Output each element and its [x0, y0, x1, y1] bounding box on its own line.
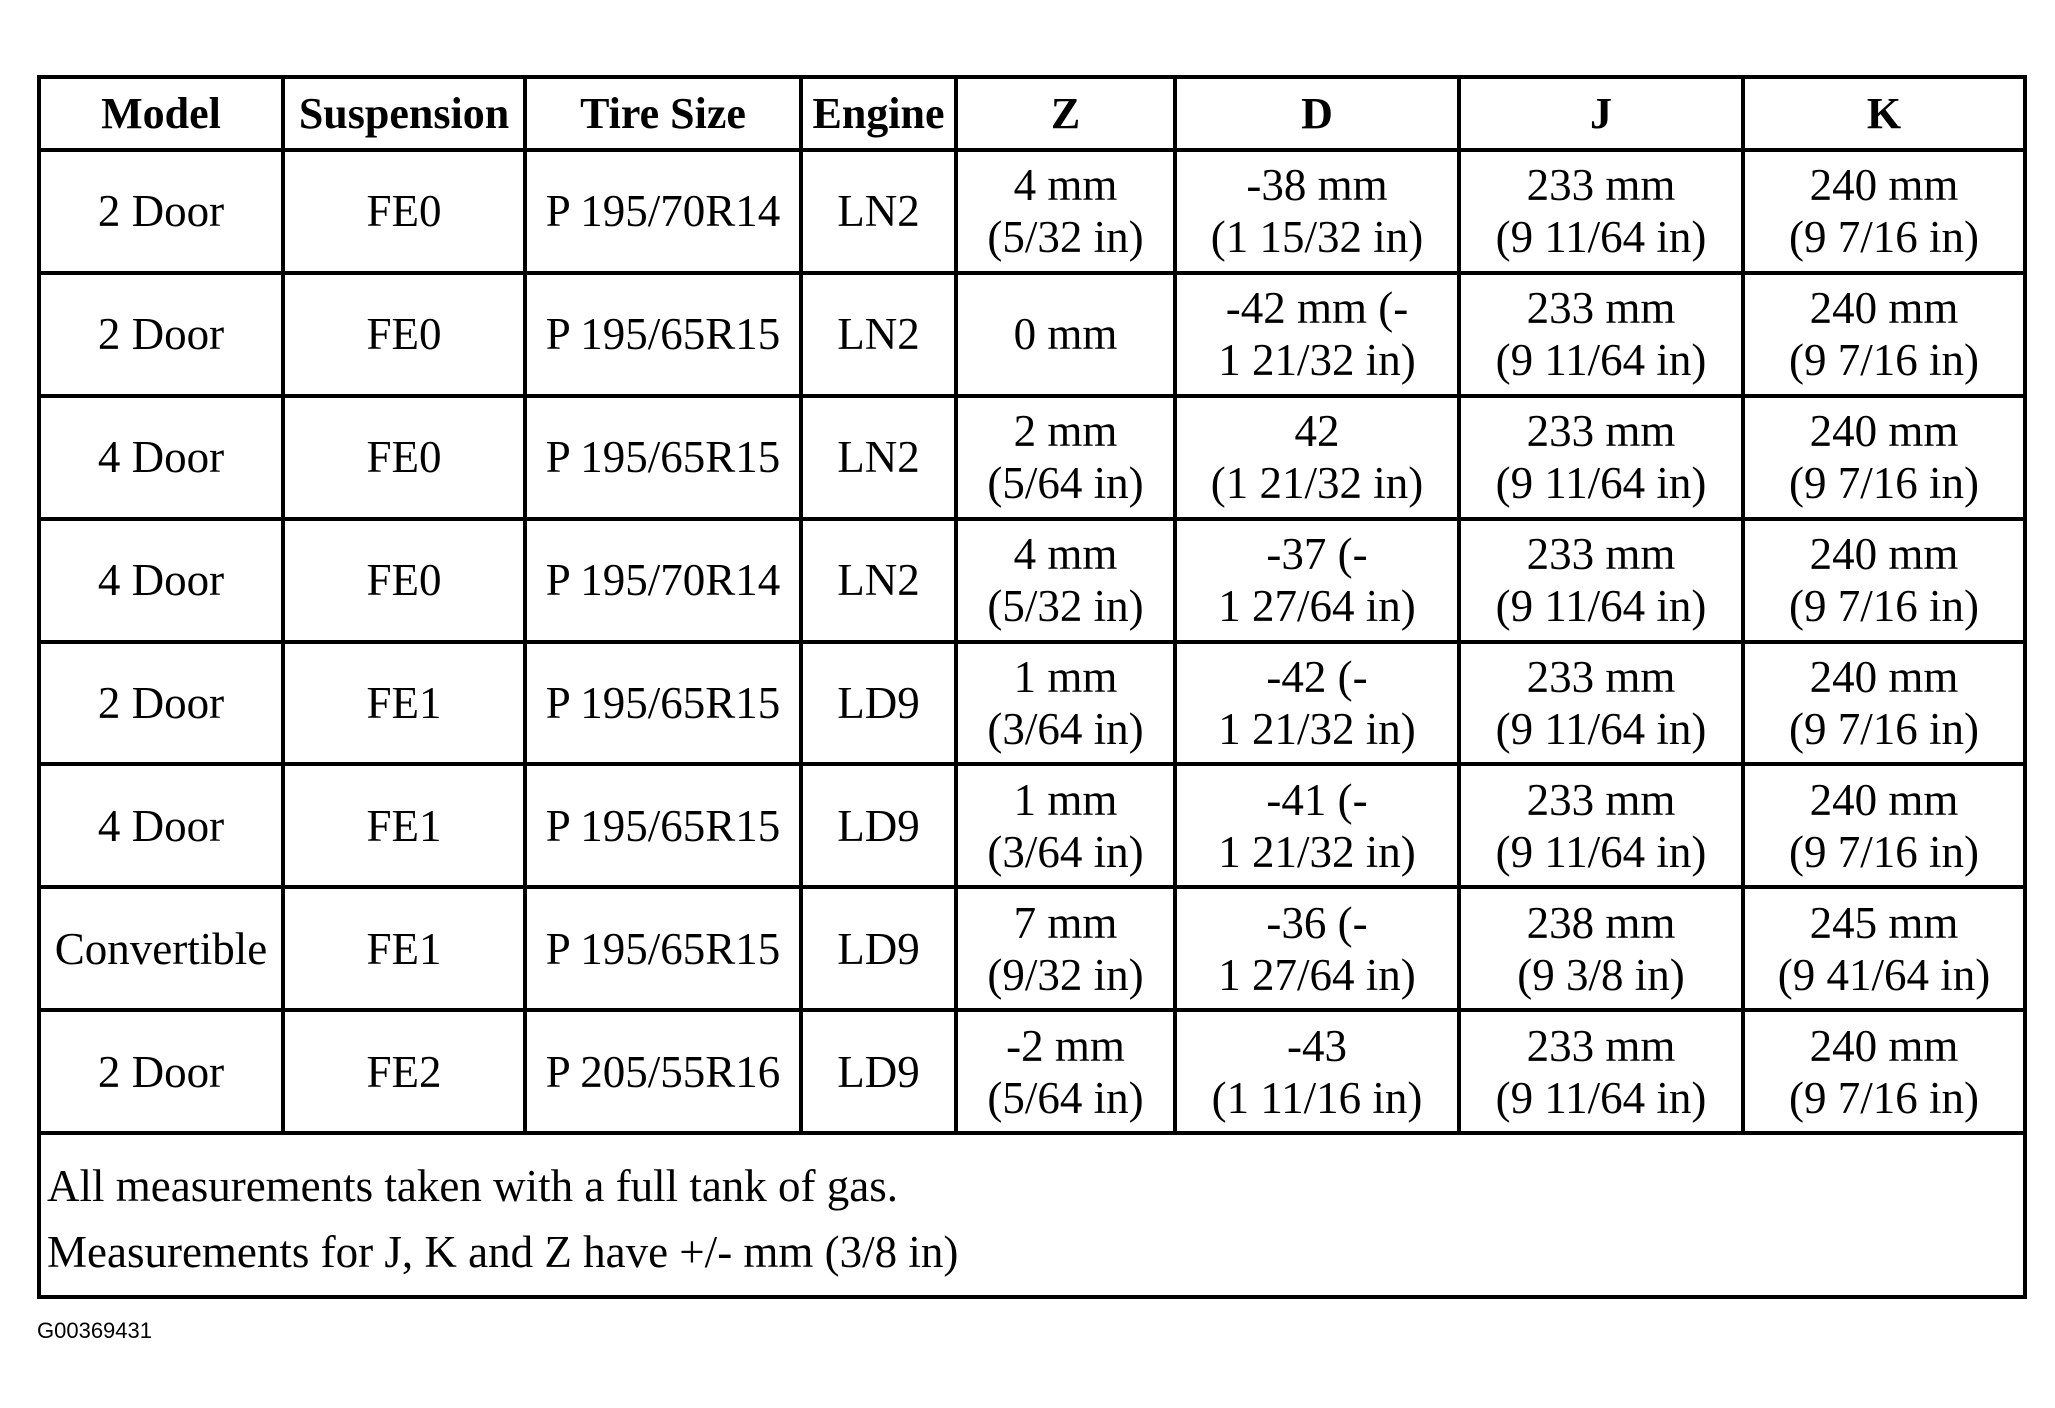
cell-model: 4 Door [41, 396, 283, 519]
header-cell-tire-size: Tire Size [525, 79, 801, 150]
cell-z: 4 mm (5/32 in) [956, 150, 1175, 273]
cell-tire-size: P 195/65R15 [525, 764, 801, 887]
cell-d: 42 (1 21/32 in) [1175, 396, 1459, 519]
cell-tire-size: P 195/65R15 [525, 273, 801, 396]
note-tolerance: Measurements for J, K and Z have +/- mm (3/8 in) [47, 1227, 959, 1277]
cell-j: 233 mm (9 11/64 in) [1459, 764, 1743, 887]
table-row [41, 396, 2023, 519]
cell-model: 2 Door [41, 1010, 283, 1131]
cell-z: -2 mm (5/64 in) [956, 1010, 1175, 1131]
cell-suspension: FE0 [283, 396, 525, 519]
spec-table-frame [37, 75, 2027, 1299]
cell-engine: LN2 [801, 273, 956, 396]
cell-d: -37 (- 1 27/64 in) [1175, 519, 1459, 642]
cell-j: 233 mm (9 11/64 in) [1459, 150, 1743, 273]
cell-j: 233 mm (9 11/64 in) [1459, 519, 1743, 642]
cell-engine: LD9 [801, 764, 956, 887]
header-cell-suspension: Suspension [283, 79, 525, 150]
cell-tire-size: P 195/70R14 [525, 519, 801, 642]
cell-z: 1 mm (3/64 in) [956, 764, 1175, 887]
table-row [41, 764, 2023, 887]
table-row [41, 273, 2023, 396]
note-full-tank: All measurements taken with a full tank of gas. [47, 1161, 899, 1211]
cell-engine: LN2 [801, 150, 956, 273]
cell-suspension: FE1 [283, 642, 525, 765]
cell-z: 0 mm [956, 273, 1175, 396]
trim-height-spec-table [41, 79, 2023, 1131]
cell-model: 2 Door [41, 273, 283, 396]
cell-model: 4 Door [41, 519, 283, 642]
cell-j: 233 mm (9 11/64 in) [1459, 642, 1743, 765]
cell-z: 7 mm (9/32 in) [956, 887, 1175, 1010]
cell-k: 240 mm (9 7/16 in) [1743, 764, 2023, 887]
cell-j: 233 mm (9 11/64 in) [1459, 1010, 1743, 1131]
cell-tire-size: P 195/65R15 [525, 642, 801, 765]
cell-j: 233 mm (9 11/64 in) [1459, 273, 1743, 396]
header-cell-d: D [1175, 79, 1459, 150]
cell-tire-size: P 195/65R15 [525, 396, 801, 519]
cell-d: -38 mm (1 15/32 in) [1175, 150, 1459, 273]
cell-engine: LD9 [801, 1010, 956, 1131]
cell-suspension: FE0 [283, 150, 525, 273]
cell-tire-size: P 195/65R15 [525, 887, 801, 1010]
cell-d: -36 (- 1 27/64 in) [1175, 887, 1459, 1010]
header-cell-z: Z [956, 79, 1175, 150]
cell-model: 2 Door [41, 642, 283, 765]
cell-k: 240 mm (9 7/16 in) [1743, 150, 2023, 273]
cell-k: 240 mm (9 7/16 in) [1743, 1010, 2023, 1131]
cell-d: -43 (1 11/16 in) [1175, 1010, 1459, 1131]
header-row [41, 79, 2023, 150]
table-row [41, 519, 2023, 642]
header-cell-j: J [1459, 79, 1743, 150]
notes-section [41, 1131, 2023, 1299]
cell-k: 245 mm (9 41/64 in) [1743, 887, 2023, 1010]
figure-code: G00369431 [37, 1318, 152, 1343]
cell-suspension: FE1 [283, 764, 525, 887]
cell-suspension: FE0 [283, 273, 525, 396]
cell-j: 238 mm (9 3/8 in) [1459, 887, 1743, 1010]
cell-model: 4 Door [41, 764, 283, 887]
header-cell-model: Model [41, 79, 283, 150]
cell-engine: LD9 [801, 887, 956, 1010]
header-cell-engine: Engine [801, 79, 956, 150]
cell-model: 2 Door [41, 150, 283, 273]
cell-j: 233 mm (9 11/64 in) [1459, 396, 1743, 519]
table-row [41, 887, 2023, 1010]
cell-k: 240 mm (9 7/16 in) [1743, 519, 2023, 642]
cell-engine: LN2 [801, 519, 956, 642]
cell-engine: LN2 [801, 396, 956, 519]
cell-k: 240 mm (9 7/16 in) [1743, 642, 2023, 765]
cell-k: 240 mm (9 7/16 in) [1743, 396, 2023, 519]
cell-suspension: FE0 [283, 519, 525, 642]
cell-engine: LD9 [801, 642, 956, 765]
table-row [41, 1010, 2023, 1131]
cell-suspension: FE1 [283, 887, 525, 1010]
table-row [41, 642, 2023, 765]
table-row [41, 150, 2023, 273]
cell-z: 1 mm (3/64 in) [956, 642, 1175, 765]
cell-model: Convertible [41, 887, 283, 1010]
cell-tire-size: P 205/55R16 [525, 1010, 801, 1131]
header-cell-k: K [1743, 79, 2023, 150]
cell-d: -41 (- 1 21/32 in) [1175, 764, 1459, 887]
cell-suspension: FE2 [283, 1010, 525, 1131]
cell-z: 2 mm (5/64 in) [956, 396, 1175, 519]
cell-tire-size: P 195/70R14 [525, 150, 801, 273]
cell-d: -42 (- 1 21/32 in) [1175, 642, 1459, 765]
cell-z: 4 mm (5/32 in) [956, 519, 1175, 642]
cell-d: -42 mm (- 1 21/32 in) [1175, 273, 1459, 396]
cell-k: 240 mm (9 7/16 in) [1743, 273, 2023, 396]
